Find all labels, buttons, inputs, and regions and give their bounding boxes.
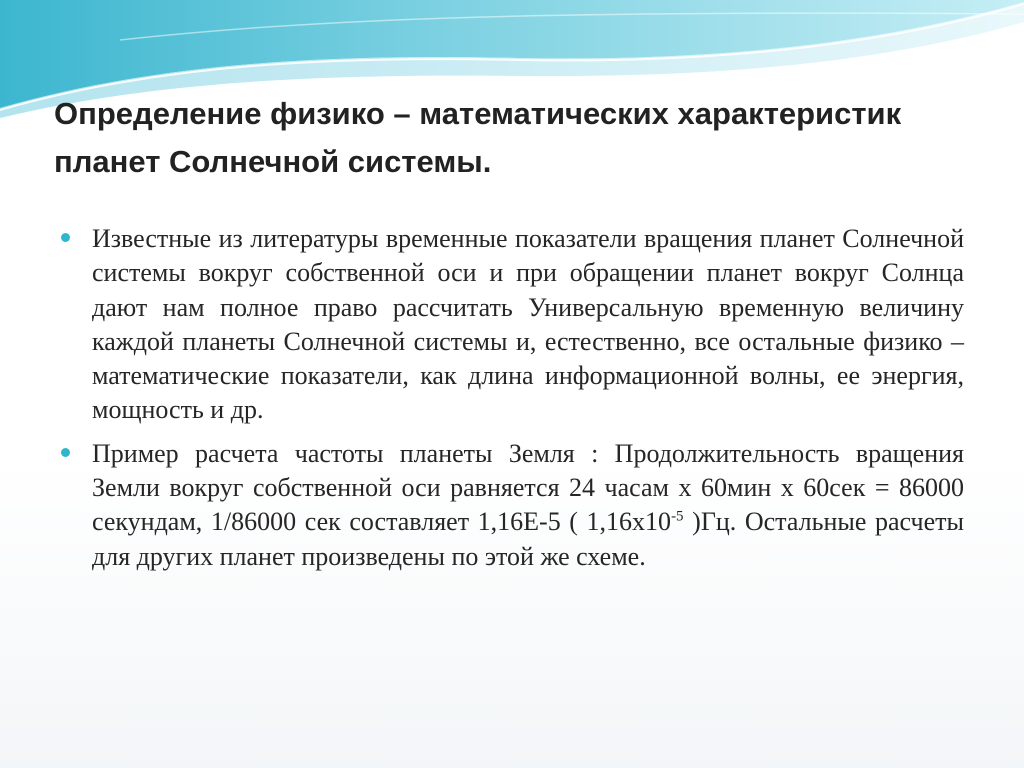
bullet-text: Пример расчета частоты планеты Земля : Продолжительность вращения Земли вокруг собственной оси равняется 24 часам х 60мин х 60сек = 86000 секундам, 1/86000 сек составляет 1,16Е-5 ( 1,16х10 <box>92 438 964 537</box>
exponent-superscript: -5 <box>671 508 684 525</box>
bullet-text-continuation: )Гц. Остальные расчеты для других планет произведены по этой же схеме. <box>92 507 964 571</box>
bullet-item-1 <box>60 222 964 428</box>
bullet-dot-icon <box>61 448 70 457</box>
bullet-dot-icon <box>61 233 70 242</box>
bullet-text: Известные из литературы временные показатели вращения планет Солнечной системы вокруг собственной оси и при обращении планет вокруг Солнца дают нам полное право рассчитать Универсальную временную величину каждой планеты Солнечной системы и, естественно, все остальные физико – математические показатели, как длина информационной волны, ее энергия, мощность и др. <box>92 224 964 425</box>
bullet-list <box>60 222 964 574</box>
bullet-item-2 <box>60 437 964 574</box>
slide-title: Определение физико – математических характеристик планет Солнечной системы. <box>54 96 902 179</box>
